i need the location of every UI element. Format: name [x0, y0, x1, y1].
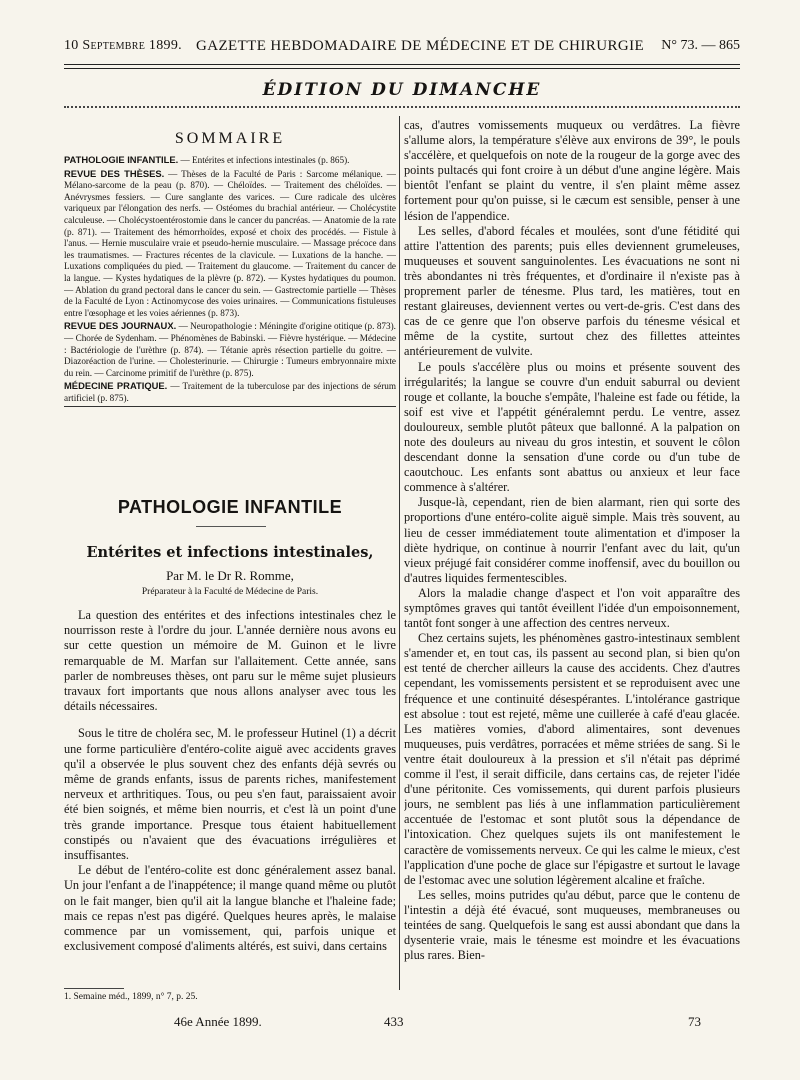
- footnote: 1. Semaine méd., 1899, n° 7, p. 25.: [64, 992, 198, 1002]
- header-rule: [64, 64, 740, 69]
- sommaire-entry-text: — Entérites et infections intestinales (p. 865).: [178, 155, 350, 165]
- article-title: Entérites et infections intestinales,: [86, 544, 374, 561]
- sommaire-entry: [64, 168, 396, 320]
- article-paragraph: cas, d'autres vomissements muqueux ou verdâtres. La fièvre s'allume alors, la température s'élève aux environs de 39°, le pouls s'accélère, et quelquefois on note de la rougeur de la gorge avec des points pultacés qui font croire à un début d'une angine légère. Mais bientôt l'enfant se plaint du ventre, il s'en plaint même assez fortement pour qu'on puisse, si le cæcum est sensible, penser à une lésion de l'appendice.: [404, 118, 740, 223]
- sommaire-entry-text: — Traitement de la tuberculose par des injections de sérum artificiel (p. 875).: [64, 381, 396, 403]
- issue-number-page: N° 73. — 865: [661, 38, 740, 53]
- left-column: [64, 116, 396, 488]
- article-body-left: [64, 608, 396, 984]
- sommaire-entry-text: — Thèses de la Faculté de Paris : Sarcome mélanique. — Mélano-sarcome de la peau (p. 870). — Chéloïdes. — Traitement des chéloïdes. — Anévrysmes fessiers. — Cure sanglante des varices. — Cure radicale des ulcères variqueux par l'élongation des nerfs. — Ostéomes du brachial antérieur. — Cholécystite calculeuse. — Cholécystoentérostomie dans le cancer du pancréas. — Anatomie de la rate (p. 871). — Traitement des hémorrhoïdes, exposé et choix des procédés. — Fistule à l'anus. — Hernie musculaire vraie et pseudo-hernie musculaire. — Massage précoce dans les traumatismes. — Fractures récentes de la clavicule. — Luxations de la hanche. — Luxations compliquées du pied. — Traitement du glaucome. — Traitement du cancer de la langue. — Kystes hydatiques de la plèvre (p. 872). — Kystes hydatiques du poumon. — Ablation du grand pectoral dans le cancer du sein. — Gastrectomie partielle — Thèses de la Faculté de Lyon : Actinomycose des voies urinaires. — Communications fistuleuses entre l'œsophage et les voies aériennes (p. 873).: [64, 168, 396, 318]
- article-author: Par M. le Dr R. Romme,: [166, 568, 294, 583]
- footer-page-number: 433: [384, 1014, 404, 1029]
- running-header: [64, 38, 740, 60]
- journal-title: GAZETTE HEBDOMADAIRE DE MÉDECINE ET DE CHIRURGIE: [196, 38, 645, 54]
- sommaire-entry: [64, 380, 396, 404]
- edition-rule: [64, 106, 740, 108]
- sommaire-entry-heading: REVUE DES THÈSES.: [64, 167, 165, 179]
- article-body-right: [404, 118, 740, 1012]
- footer-signature: 73: [688, 1014, 701, 1029]
- sommaire-title: SOMMAIRE: [174, 130, 286, 147]
- article-paragraph: Les selles, moins putrides qu'au début, parce que le contenu de l'intestin a déjà été évacué, sont muqueuses, membraneuses ou teintées de sang. Quelquefois le sang est aussi abondant que dans la dysenterie vraie, mais le ténesme est moindre et les évacuations plus rares. Bien-: [404, 887, 740, 963]
- edition-title: ÉDITION DU DIMANCHE: [262, 80, 542, 100]
- sommaire-entry-heading: PATHOLOGIE INFANTILE.: [64, 154, 179, 165]
- article-paragraph: Alors la maladie change d'aspect et l'on voit apparaître des symptômes graves qui tantôt éveillent l'idée d'un empoisonnement, tantôt font songer à une affection des centres nerveux.: [404, 585, 740, 631]
- column-divider: [399, 116, 400, 990]
- article-affiliation: Préparateur à la Faculté de Médecine de Paris.: [141, 587, 319, 597]
- sommaire-bottom-rule: [64, 406, 396, 407]
- sommaire-entry: [64, 320, 396, 379]
- article-paragraph: La question des entérites et des infections intestinales chez le nourrisson reste à l'ordre du jour. L'année dernière nous avons eu sur cette question un mémoire de M. Guinon et le livre remarquable de M. Marfan sur l'allaitement. Cette année, sans parler de nombreuses thèses, ont paru sur le même sujet plusieurs travaux fort importants que nous allons analyser avec tous les détails nécessaires.: [64, 608, 396, 714]
- sommaire-entry-heading: REVUE DES JOURNAUX.: [64, 320, 177, 332]
- article-paragraph: Chez certains sujets, les phénomènes gastro-intestinaux semblent s'amender et, en tout cas, ils passent au second plan, si bien qu'on est tenté de chercher ailleurs la cause des accidents. Chez d'autres cependant, les vomissements persistent et se reproduisent avec une fréquence et une continuité désespérantes. L'intolérance gastrique est absolue : tout est rejeté, même une cuillerée à café d'eau glacée. Les matières vomies, d'abord alimentaires, sont devenues muqueuses, puis verdâtres, porracées et même striées de sang. Si le ventre était douloureux à la pression et s'il n'était pas déprimé comme il l'est, il serait difficile, dans certains cas, de rejeter l'idée d'une péritonite. Ces vomissements, qui durent parfois plusieurs jours, ne semblent pas liés à une inflammation particulièrement accentuée de l'estomac et sont plutôt sous la dépendance de l'intoxication. Chez quelques sujets ils ont manifestement le caractère de vomissements nerveux. Ce qui les calme le mieux, c'est l'application d'une poche de glace sur l'épigastre et surtout le lavage de l'estomac avec une solution légèrement alcaline et fraîche.: [404, 631, 740, 887]
- footer-year: 46e Année 1899.: [174, 1014, 262, 1029]
- article-paragraph: Jusque-là, cependant, rien de bien alarmant, rien qui sorte des proportions d'une entéro-colite aiguë simple. Mais très souvent, au lieu de cesser immédiatement toute alimentation et d'imposer la diète hydrique, on continue à nourrir l'enfant avec du lait, qu'un vieux préjugé fait considérer comme inoffensif, avec du bouillon ou d'autres liquides fermentescibles.: [404, 495, 740, 585]
- section-title: PATHOLOGIE INFANTILE: [117, 497, 343, 517]
- article-paragraph: Sous le titre de choléra sec, M. le professeur Hutinel (1) a décrit une forme particulière d'entéro-colite aiguë avec accidents graves qu'il a observée le plus souvent chez des enfants déjà sevrés ou même de grands enfants, issus de parents riches, manifestement nerveux et arthritiques. Tous, ou peu s'en faut, paraissaient avoir été bien soignés, et même bien nourris, et c'est là un point d'une très grande importance. Presque tous étaient habituellement constipés ou n'avaient que des évacuations irrégulières et insuffisantes.: [64, 726, 396, 863]
- sommaire-entry-heading: MÉDECINE PRATIQUE.: [64, 380, 168, 392]
- article-paragraph: Le pouls s'accélère plus ou moins et présente souvent des irrégularités; la langue se couvre d'un enduit saburral ou devient rouge et collante, la bouche s'empâte, l'haleine est fade ou fétide, la soif est vive et l'appétit généralemnt perdu. Le ventre, assez douloureux, semble plutôt pâteux que ballonné. A la palpation on note des douleurs au niveau du gros intestin, et souvent le côlon descendant donne la sensation d'une corde ou d'un tube de caoutchouc. Les enfants sont abattus ou anxieux et leur face commence à s'altérer.: [404, 359, 740, 495]
- article-paragraph: Le début de l'entéro-colite est donc généralement assez banal. Un jour l'enfant a de l'inappétence; il mange quand même ou plutôt on le fait manger, bien qu'il ait la langue blanche et l'haleine fade; mais ce repas n'est pas digéré. Quelques heures après, le malaise commence par un vomissement, qui, parfois unique et exclusivement composé d'aliments altérés, est suivi, dans certains: [64, 863, 396, 954]
- article-paragraph: Les selles, d'abord fécales et moulées, sont d'une fétidité qui attire l'attention des parents; puis elles deviennent grumeleuses, muqueuses et souvent sanguinolentes. Les évacuations ne sont ni très abondantes ni très fréquentes, et d'ordinaire il n'existe pas à proprement parler de ténesme. Plus tard, les matières, tout en restant glaireuses, deviennent vertes ou vert-de-gris. C'est dans des cas de ce genre que l'on observe parfois du ténesme vésical et même de la cystite, surtout chez des fillettes atteintes antérieurement de vulvite.: [404, 223, 740, 359]
- sommaire-entry: [64, 154, 396, 167]
- issue-date: 10 Septembre 1899.: [64, 38, 182, 53]
- sommaire-entry-text: — Neuropathologie : Méningite d'origine otitique (p. 873). — Chorée de Sydenham. — Phénomènes de Babinski. — Fièvre hystérique. — Médecine : Bactériologie de l'urèthre (p. 874). — Tétanie après résection partielle du goitre. — Diazoréaction de l'urine. — Cholesterinurie. — Chirurgie : Tumeurs embryonnaire mixte du rein. — Carcinome primitif de l'urèthre (p. 875).: [64, 321, 396, 378]
- section-title-rule: [196, 526, 266, 527]
- footnote-rule: [64, 988, 124, 989]
- sommaire: [64, 116, 396, 488]
